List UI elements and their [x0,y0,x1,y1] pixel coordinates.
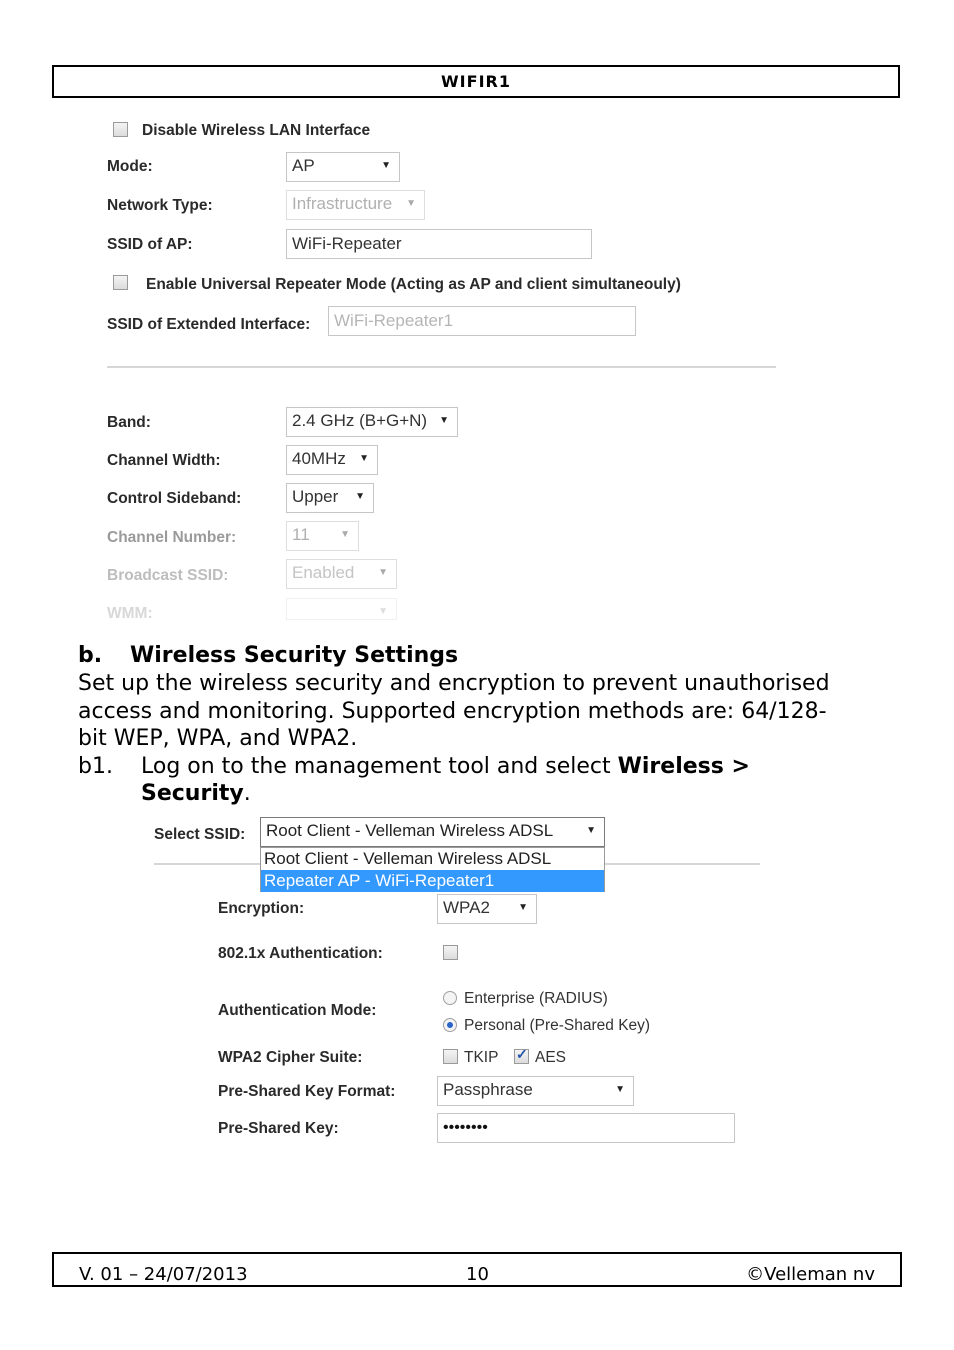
chevron-down-icon: ▼ [518,902,528,913]
psk-input[interactable] [437,1113,735,1143]
channel-width-select[interactable] [286,445,378,475]
step-marker: b1. [78,754,113,779]
cipher-aes-label: AES [535,1049,567,1066]
psk-format-label: Pre-Shared Key Format: [218,1083,396,1100]
sideband-label: Control Sideband: [107,490,242,507]
psk-format-value: Passphrase [443,1080,533,1099]
select-ssid-select[interactable] [260,817,605,847]
network-type-value: Infrastructure [292,194,393,213]
step-line-2 [141,780,251,808]
ssid-input[interactable] [286,229,592,259]
auth-mode-enterprise-radio[interactable] [443,991,457,1005]
ssid-option-repeater-ap[interactable]: Repeater AP - WiFi-Repeater1 [261,870,604,892]
auth-mode-enterprise-label: Enterprise (RADIUS) [464,990,608,1007]
chevron-down-icon: ▼ [439,415,449,426]
ext-ssid-label: SSID of Extended Interface: [107,316,311,333]
chevron-down-icon: ▼ [355,491,365,502]
page-header [52,65,900,98]
broadcast-ssid-label: Broadcast SSID: [107,567,229,584]
wmm-select[interactable] [286,598,397,620]
ext-ssid-input[interactable] [328,306,636,336]
mode-label: Mode: [107,158,153,175]
psk-value: •••••••• [443,1119,488,1136]
disable-wlan-checkbox[interactable] [113,122,128,137]
encryption-select[interactable] [437,894,537,924]
mode-value: AP [292,156,315,175]
auth-mode-personal-radio[interactable] [443,1018,457,1032]
paragraph-line-2: access and monitoring. Supported encryption methods are: 64/128- [78,699,827,724]
ssid-option-root-client[interactable]: Root Client - Velleman Wireless ADSL [264,849,552,868]
step-text: Log on to the management tool and select [141,754,618,779]
auth-mode-label: Authentication Mode: [218,1002,377,1019]
broadcast-ssid-value: Enabled [292,563,355,582]
select-ssid-label: Select SSID: [154,826,246,843]
ssid-value: WiFi-Repeater [292,234,402,253]
disable-wlan-label: Disable Wireless LAN Interface [142,122,371,139]
channel-number-select[interactable] [286,521,359,551]
chevron-down-icon: ▼ [586,825,596,836]
footer-page-number: 10 [466,1264,489,1285]
chevron-down-icon: ▼ [615,1084,625,1095]
band-label: Band: [107,414,151,431]
sideband-select[interactable] [286,483,374,513]
page-footer [52,1252,902,1287]
chevron-down-icon: ▼ [406,198,416,209]
cipher-tkip-checkbox[interactable] [443,1049,458,1064]
wmm-label: WMM: [107,605,153,619]
section-heading-marker: b. [78,643,103,668]
encryption-value: WPA2 [443,898,490,917]
cipher-tkip-label: TKIP [464,1049,499,1066]
network-type-label: Network Type: [107,197,213,214]
sideband-value: Upper [292,487,339,506]
step-line-1 [141,753,750,781]
repeater-mode-checkbox[interactable] [113,275,128,290]
chevron-down-icon: ▼ [340,529,350,540]
repeater-mode-label: Enable Universal Repeater Mode (Acting as AP and client simultaneouly) [146,276,681,293]
auth-8021x-label: 802.1x Authentication: [218,945,383,962]
channel-width-value: 40MHz [292,449,346,468]
chevron-down-icon: ▼ [378,567,388,578]
divider [107,366,776,368]
paragraph-line-3: bit WEP, WPA, and WPA2. [78,726,358,751]
network-type-select[interactable] [286,190,425,220]
footer-version: V. 01 – 24/07/2013 [79,1264,248,1285]
channel-number-value: 11 [292,525,310,544]
cipher-suite-label: WPA2 Cipher Suite: [218,1049,363,1066]
psk-format-select[interactable] [437,1076,634,1106]
band-select[interactable] [286,407,458,437]
auth-mode-personal-label: Personal (Pre-Shared Key) [464,1017,651,1034]
header-title: WIFIR1 [441,72,511,91]
band-value: 2.4 GHz (B+G+N) [292,411,428,430]
channel-number-label: Channel Number: [107,529,237,546]
step-bold-wireless: Wireless > [617,754,750,779]
paragraph-line-1: Set up the wireless security and encryption to prevent unauthorised [78,671,830,696]
step-end: . [243,781,251,806]
psk-label: Pre-Shared Key: [218,1120,339,1137]
encryption-label: Encryption: [218,900,305,917]
cipher-aes-checkbox[interactable] [514,1049,529,1064]
step-bold-security: Security [141,781,244,806]
footer-copyright: ©Velleman nv [746,1264,875,1285]
chevron-down-icon: ▼ [378,606,388,617]
section-heading: Wireless Security Settings [130,643,459,668]
broadcast-ssid-select[interactable] [286,559,397,589]
ext-ssid-value: WiFi-Repeater1 [334,311,454,330]
ssid-dropdown-list [260,847,605,892]
chevron-down-icon: ▼ [359,453,369,464]
mode-select[interactable] [286,152,400,182]
select-ssid-value: Root Client - Velleman Wireless ADSL [266,821,554,840]
channel-width-label: Channel Width: [107,452,221,469]
chevron-down-icon: ▼ [381,160,391,171]
auth-8021x-checkbox[interactable] [443,945,458,960]
ssid-label: SSID of AP: [107,236,193,253]
